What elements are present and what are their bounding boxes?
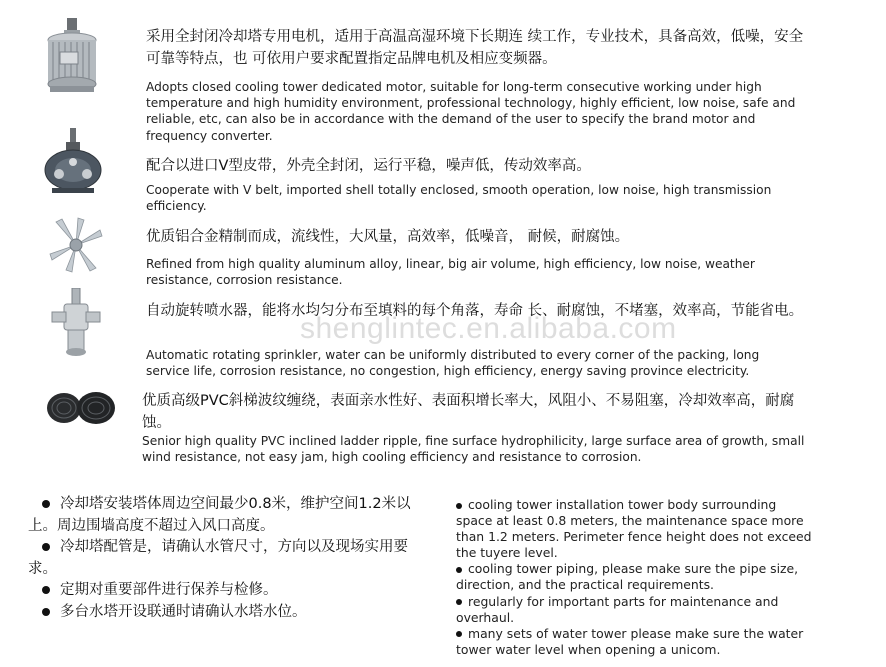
note-en-2: cooling tower piping, please make sure the pipe size, direction, and the practical requirements.	[456, 561, 799, 593]
note-cn-1: 冷却塔安装塔体周边空间最少0.8米，维护空间1.2米以上。周边围墙高度不超过入风口高度。	[28, 496, 411, 534]
bullet-icon	[42, 500, 50, 508]
motor-icon	[44, 18, 100, 96]
notes-en-list	[456, 497, 816, 658]
bullet-icon	[456, 631, 462, 637]
feature-4-cn: 自动旋转喷水器，能将水均匀分布至填料的每个角落，寿命 长、耐腐蚀，不堵塞，效率高，节能省电。	[146, 303, 804, 319]
bullet-icon	[456, 567, 462, 573]
note-cn-2: 冷却塔配管是，请确认水管尺寸，方向以及现场实用要求。	[28, 539, 408, 577]
fan-blade-icon	[48, 216, 104, 274]
feature-3-en: Refined from high quality aluminum alloy, linear, big air volume, high efficiency, low noise, weather resistance, corrosion resistance.	[146, 257, 755, 288]
v-belt-drive-icon	[42, 128, 104, 196]
feature-3-cn: 优质铝合金精制而成，流线性，大风量，高效率，低噪音， 耐候，耐腐蚀。	[146, 229, 630, 245]
bullet-icon	[456, 503, 462, 509]
feature-4-en: Automatic rotating sprinkler, water can be uniformly distributed to every corner of the packing, long service life, corrosion resistance, no congestion, high efficiency, energy saving province electricity.	[146, 348, 760, 379]
feature-1-cn: 采用全封闭冷却塔专用电机，适用于高温高湿环境下长期连 续工作，专业技术，具备高效，低噪，安全可靠等特点，也 可依用户要求配置指定品牌电机及相应变频器。	[146, 29, 804, 67]
note-cn-3: 定期对重要部件进行保养与检修。	[28, 580, 428, 602]
watermark: shenglintec.en.alibaba.com	[300, 312, 677, 345]
feature-2-en: Cooperate with V belt, imported shell totally enclosed, smooth operation, low noise, high transmission efficiency.	[146, 183, 772, 214]
bullet-icon	[42, 608, 50, 616]
note-en-3: regularly for important parts for maintenance and overhaul.	[456, 593, 779, 625]
note-cn-4: 多台水塔开设联通时请确认水塔水位。	[28, 602, 428, 624]
notes-cn-list	[28, 494, 428, 623]
note-en-4: many sets of water tower please make sure the water tower water level when opening a unicom.	[456, 625, 804, 657]
pvc-fill-icon	[46, 388, 116, 426]
bullet-icon	[42, 543, 50, 551]
bullet-icon	[456, 599, 462, 605]
note-en-1: cooling tower installation tower body surrounding space at least 0.8 meters, the maintenance space more than 1.2 meters. Perimeter fence height does not exceed the tuyere level.	[456, 497, 812, 561]
bullet-icon	[42, 586, 50, 594]
feature-5-cn: 优质高级PVC斜梯波纹缠绕，表面亲水性好、表面积增长率大，风阻小、不易阻塞，冷却效率高，耐腐蚀。	[142, 393, 795, 431]
feature-1-en: Adopts closed cooling tower dedicated motor, suitable for long-term consecutive working under high temperature and high humidity environment, professional technology, highly efficient, low noise, safe and reliable, etc, can also be in accordance with the demand of the user to specify the brand motor and frequency converter.	[146, 80, 796, 143]
feature-2-cn: 配合以进口V型皮带，外壳全封闭，运行平稳，噪声低，传动效率高。	[146, 158, 591, 174]
feature-5-en: Senior high quality PVC inclined ladder ripple, fine surface hydrophilicity, large surface area of growth, small wind resistance, not easy jam, high cooling efficiency and resistance to corrosion.	[142, 434, 805, 465]
sprinkler-icon	[50, 288, 102, 358]
